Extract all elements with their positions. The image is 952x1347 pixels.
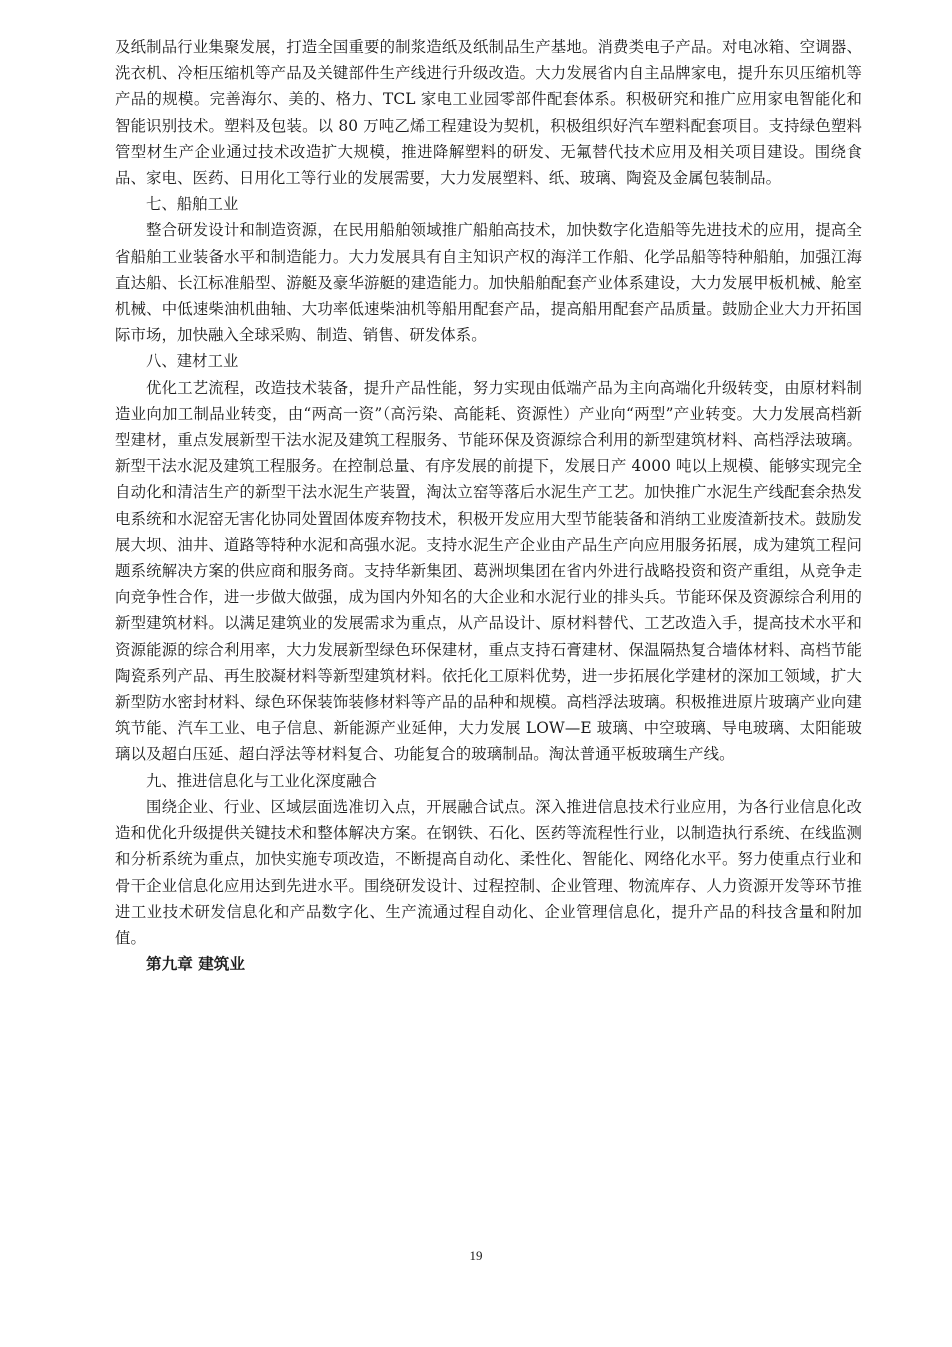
paragraph-informatization: 围绕企业、行业、区域层面选准切入点，开展融合试点。深入推进信息技术行业应用，为各行业信息化改造和优化升级提供关键技术和整体解决方案。在钢铁、石化、医药等流程性行业，以制造执行系统、在线监测和分析系统为重点，加快实施专项改造，不断提高自动化、柔性化、智能化、网络化水平。努力使重点行业和骨干企业信息化应用达到先进水平。围绕研发设计、过程控制、企业管理、物流库存、人力资源开发等环节推进工业技术研发信息化和产品数字化、生产流通过程自动化、企业管理信息化，提升产品的科技含量和附加值。	[115, 797, 862, 947]
section-heading-building-materials: 八、建材工业	[146, 352, 239, 371]
page-number: 19	[469, 1248, 483, 1263]
paragraph-paper-electronics-plastics: 及纸制品行业集聚发展，打造全国重要的制浆造纸及纸制品生产基地。消费类电子产品。对电冰箱、空调器、洗衣机、冷柜压缩机等产品及关键部件生产线进行升级改造。大力发展省内自主品牌家电，提升东贝压缩机等产品的规模。完善海尔、美的、格力、TCL 家电工业园零部件配套体系。积极研究和推广应用家电智能化和智能识别技术。塑料及包装。以 80 万吨乙烯工程建设为契机，积极组织好汽车塑料配套项目。支持绿色塑料管型材生产企业通过技术改造扩大规模，推进降解塑料的研发、无氟替代技术应用及相关项目建设。围绕食品、家电、医药、日用化工等行业的发展需要，大力发展塑料、纸、玻璃、陶瓷及金属包装制品。	[115, 38, 862, 188]
section-heading-informatization: 九、推进信息化与工业化深度融合	[146, 771, 377, 790]
document-body	[115, 34, 862, 977]
paragraph-shipbuilding: 整合研发设计和制造资源，在民用船舶领域推广船舶高技术，加快数字化造船等先进技术的应用，提高全省船舶工业装备水平和制造能力。大力发展具有自主知识产权的海洋工作船、化学品船等特种船舶，加强江海直达船、长江标准船型、游艇及豪华游艇的建造能力。加快船舶配套产业体系建设，大力发展甲板机械、舱室机械、中低速柴油机曲轴、大功率低速柴油机等船用配套产品，提高船用配套产品质量。鼓励企业大力开拓国际市场，加快融入全球采购、制造、销售、研发体系。	[115, 221, 862, 345]
section-heading-shipbuilding: 七、船舶工业	[146, 195, 239, 214]
chapter-heading-construction: 第九章 建筑业	[146, 955, 245, 974]
paragraph-building-materials: 优化工艺流程，改造技术装备，提升产品性能，努力实现由低端产品为主向高端化升级转变，由原材料制造业向加工制品业转变，由“两高一资”（高污染、高能耗、资源性）产业向“两型”产业转变。大力发展高档新型建材，重点发展新型干法水泥及建筑工程服务、节能环保及资源综合利用的新型建筑材料、高档浮法玻璃。新型干法水泥及建筑工程服务。在控制总量、有序发展的前提下，发展日产 4000 吨以上规模、能够实现完全自动化和清洁生产的新型干法水泥生产装置，淘汰立窑等落后水泥生产工艺。加快推广水泥生产线配套余热发电系统和水泥窑无害化协同处置固体废弃物技术，积极开发应用大型节能装备和消纳工业废渣新技术。鼓励发展大坝、油井、道路等特种水泥和高强水泥。支持水泥生产企业由产品生产向应用服务拓展，成为建筑工程问题系统解决方案的供应商和服务商。支持华新集团、葛洲坝集团在省内外进行战略投资和资产重组，从竞争走向竞争性合作，进一步做大做强，成为国内外知名的大企业和水泥行业的排头兵。节能环保及资源综合利用的新型建筑材料。以满足建筑业的发展需求为重点，从产品设计、原材料替代、工艺改造入手，提高技术水平和资源能源的综合利用率，大力发展新型绿色环保建材，重点支持石膏建材、保温隔热复合墙体材料、高档节能陶瓷系列产品、再生胶凝材料等新型建筑材料。依托化工原料优势，进一步拓展化学建材的深加工领域，扩大新型防水密封材料、绿色环保装饰装修材料等产品的品种和规模。高档浮法玻璃。积极推进原片玻璃产业向建筑节能、汽车工业、电子信息、新能源产业延伸，大力发展 LOW—E 玻璃、中空玻璃、导电玻璃、太阳能玻璃以及超白压延、超白浮法等材料复合、功能复合的玻璃制品。淘汰普通平板玻璃生产线。	[115, 378, 862, 764]
